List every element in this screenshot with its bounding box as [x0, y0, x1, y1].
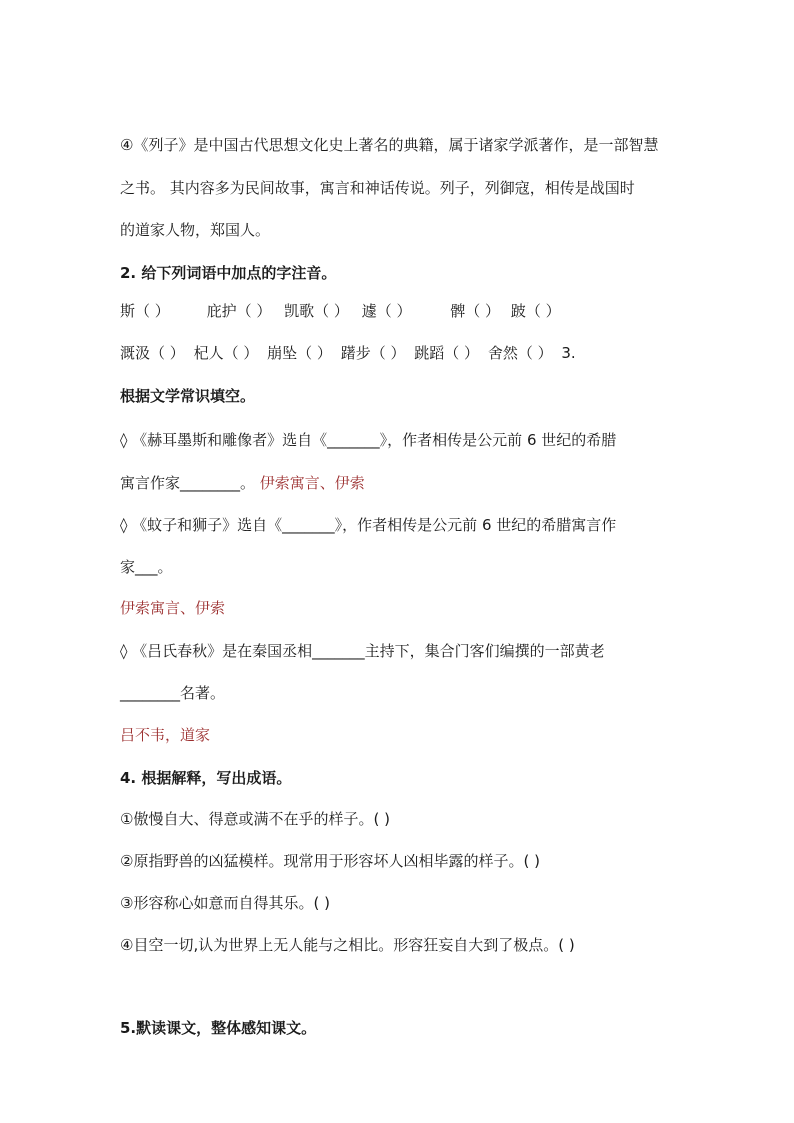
q4-heading: 4. 根据解释，写出成语。	[120, 769, 292, 787]
q2-word: 髀（ ）	[450, 302, 501, 320]
q3-item-3-line-2: ________名著。	[120, 684, 226, 702]
q5-heading: 5.默读课文，整体感知课文。	[120, 1019, 317, 1037]
liezi-line-2: 之书。 其内容多为民间故事，寓言和神话传说。列子，列御寇，相传是战国时	[120, 179, 635, 197]
q2-word: 杞人（ ）	[193, 344, 259, 362]
liezi-line-3: 的道家人物，郑国人。	[120, 221, 271, 239]
q2-word: 凯歌（ ）	[284, 302, 349, 320]
q3-item-2-line-1: ◊ 《蚊子和狮子》选自《_______》，作者相传是公元前 6 世纪的希腊寓言作	[120, 516, 617, 534]
q2-row-1	[120, 301, 561, 321]
q4-item-3: ③形容称心如意而自得其乐。( )	[120, 894, 330, 912]
q2-word: 躇步（ ）	[340, 344, 406, 362]
q3-number: 3.	[561, 344, 576, 362]
q3-item-2-answer: 伊索寓言、伊索	[120, 599, 226, 617]
q2-word: 跳蹈（ ）	[414, 344, 480, 362]
q3-item-3-line-1: ◊ 《吕氏春秋》是在秦国丞相_______主持下，集合门客们编撰的一部黄老	[120, 642, 605, 660]
q3-item-1-question: 寓言作家________。	[120, 474, 256, 492]
q2-row-2	[120, 343, 576, 363]
q4-item-1: ①傲慢自大、得意或满不在乎的样子。( )	[120, 810, 390, 828]
liezi-line-1: ④《列子》是中国古代思想文化史上著名的典籍，属于诸家学派著作，是一部智慧	[120, 136, 659, 154]
q4-item-4: ④目空一切,认为世界上无人能与之相比。形容狂妄自大到了极点。( )	[120, 936, 575, 954]
q4-item-2: ②原指野兽的凶猛模样。现常用于形容坏人凶相毕露的样子。( )	[120, 852, 540, 870]
q2-word: 庇护（ ）	[206, 302, 272, 320]
q3-heading: 根据文学常识填空。	[120, 387, 256, 405]
q3-item-2-line-2: 家___。	[120, 558, 173, 576]
q2-word: 溉汲（ ）	[120, 344, 185, 362]
q2-word: 斯（ ）	[120, 302, 170, 320]
q3-item-1-answer: 伊索寓言、伊索	[259, 474, 365, 492]
q3-item-1-line-2	[120, 473, 365, 493]
q2-heading: 2. 给下列词语中加点的字注音。	[120, 264, 337, 282]
q2-word: 舍然（ ）	[487, 344, 553, 362]
q3-item-3-answer: 吕不韦，道家	[120, 726, 211, 744]
q3-item-1-line-1: ◊ 《赫耳墨斯和雕像者》选自《_______》，作者相传是公元前 6 世纪的希腊	[120, 431, 617, 449]
q2-word: 崩坠（ ）	[267, 344, 332, 362]
q2-word: 遽（ ）	[361, 302, 412, 320]
q2-word: 跛（ ）	[510, 302, 561, 320]
